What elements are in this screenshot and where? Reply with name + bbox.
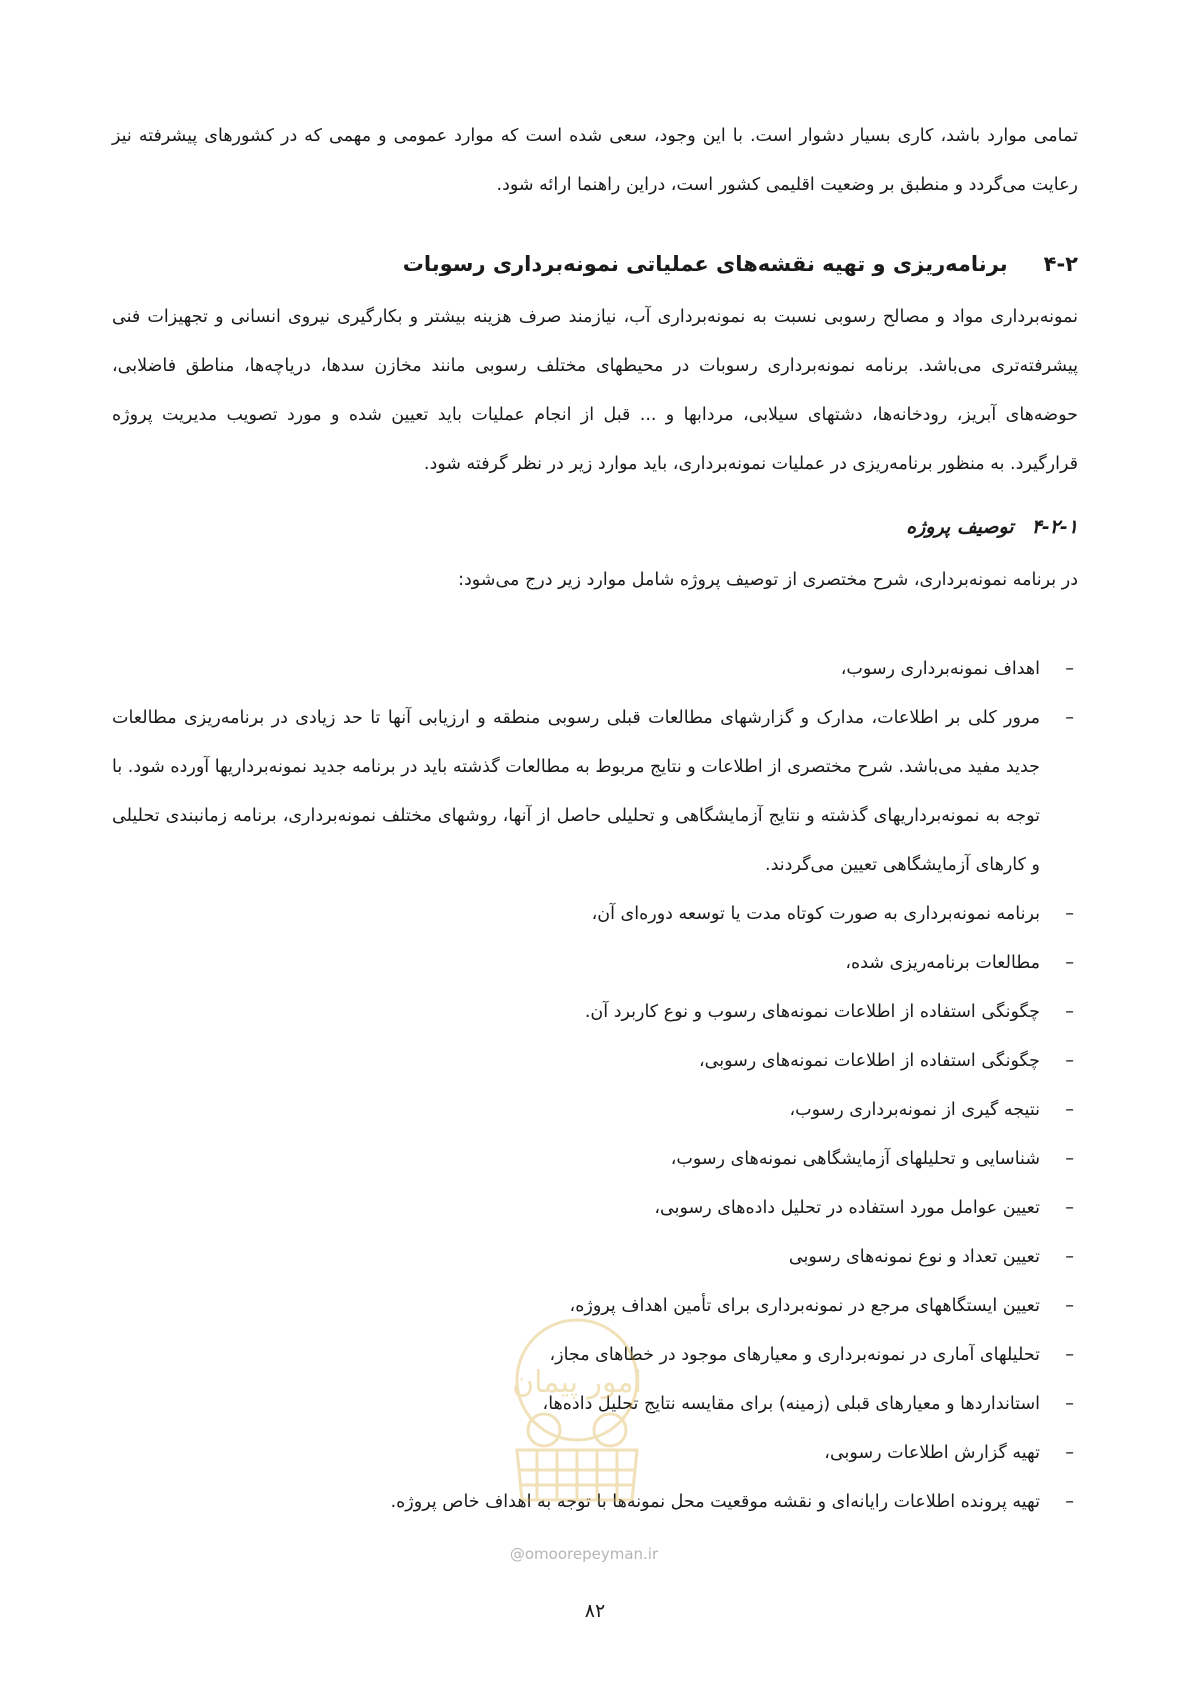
dash-marker: – bbox=[1065, 1149, 1074, 1169]
section-title: برنامه‌ریزی و تهیه نقشه‌های عملیاتی نمونه‌برداری رسوبات bbox=[402, 252, 1008, 276]
list-item-text: شناسایی و تحلیلهای آزمایشگاهی نمونه‌های رسوب، bbox=[670, 1149, 1040, 1169]
list-item bbox=[112, 890, 1078, 939]
list-item bbox=[112, 1037, 1078, 1086]
dash-marker: – bbox=[1065, 1492, 1074, 1512]
list-item-text: مرور کلی بر اطلاعات، مدارک و گزارشهای مطالعات قبلی رسوبی منطقه و ارزیابی آنها تا حد زیادی در برنامه‌ریزی مطالعات جدید مفید می‌باشد. شرح مختصری از اطلاعات و نتایج مربوط به مطالعات گذشته باید در برنامه جدید نمونه‌برداریها آورده شود. با توجه به نمونه‌برداریهای گذشته و نتایج آزمایشگاهی و تحلیلی حاصل از آنها، روشهای مختلف نمونه‌برداری، برنامه زمانبندی تحلیلی و کارهای آزمایشگاهی تعیین می‌گردند. bbox=[112, 708, 1040, 875]
list-item-text: تحلیلهای آماری در نمونه‌برداری و معیارهای موجود در خطاهای مجاز، bbox=[549, 1345, 1040, 1365]
list-item bbox=[112, 1086, 1078, 1135]
dash-marker: – bbox=[1065, 708, 1074, 728]
list-item bbox=[112, 694, 1078, 890]
list-item bbox=[112, 645, 1078, 694]
dash-marker: – bbox=[1065, 1394, 1074, 1414]
list-item-text: نتیجه گیری از نمونه‌برداری رسوب، bbox=[789, 1100, 1040, 1120]
dash-marker: – bbox=[1065, 1345, 1074, 1365]
watermark-logo bbox=[482, 1300, 672, 1520]
dash-marker: – bbox=[1065, 1443, 1074, 1463]
dash-marker: – bbox=[1065, 1296, 1074, 1316]
watermark-url: @omoorepeyman.ir bbox=[509, 1545, 659, 1563]
subsection-heading bbox=[906, 516, 1078, 538]
watermark-logo-text: امور پیمان bbox=[512, 1365, 642, 1400]
dash-marker: – bbox=[1065, 659, 1074, 679]
list-item-text: استانداردها و معیارهای قبلی (زمینه) برای مقایسه نتایج تحلیل داده‌ها، bbox=[542, 1394, 1040, 1414]
dash-marker: – bbox=[1065, 1247, 1074, 1267]
dash-marker: – bbox=[1065, 1002, 1074, 1022]
list-item-text: تهیه گزارش اطلاعات رسوبی، bbox=[824, 1443, 1040, 1463]
dash-marker: – bbox=[1065, 1198, 1074, 1218]
dash-marker: – bbox=[1065, 953, 1074, 973]
dash-marker: – bbox=[1065, 904, 1074, 924]
subsection-number: ۴-۲-۱ bbox=[1031, 516, 1078, 538]
list-item-text: تعیین ایستگاههای مرجع در نمونه‌برداری برای تأمین اهداف پروژه، bbox=[569, 1296, 1040, 1316]
subsection-title: توصیف پروژه bbox=[906, 516, 1014, 538]
list-item bbox=[112, 988, 1078, 1037]
list-item-text: چگونگی استفاده از اطلاعات نمونه‌های رسوبی، bbox=[698, 1051, 1040, 1071]
list-item bbox=[112, 1184, 1078, 1233]
list-item bbox=[112, 1233, 1078, 1282]
section-number: ۴-۲ bbox=[1043, 252, 1078, 276]
list-item-text: اهداف نمونه‌برداری رسوب، bbox=[840, 659, 1040, 679]
page-number: ۸۲ bbox=[584, 1600, 606, 1622]
list-item bbox=[112, 939, 1078, 988]
section-heading bbox=[403, 252, 1078, 276]
list-item-text: برنامه نمونه‌برداری به صورت کوتاه مدت یا توسعه دوره‌ای آن، bbox=[591, 904, 1040, 924]
subsection-intro: در برنامه نمونه‌برداری، شرح مختصری از توصیف پروژه شامل موارد زیر درج می‌شود: bbox=[458, 570, 1078, 590]
dash-marker: – bbox=[1065, 1051, 1074, 1071]
list-item-text: چگونگی استفاده از اطلاعات نمونه‌های رسوب و نوع کاربرد آن. bbox=[584, 1002, 1040, 1022]
list-item-text: تهیه پرونده اطلاعات رایانه‌ای و نقشه موقعیت محل نمونه‌ها با توجه به اهداف خاص پروژه. bbox=[390, 1492, 1040, 1512]
list-item bbox=[112, 1135, 1078, 1184]
list-item-text: تعیین تعداد و نوع نمونه‌های رسوبی bbox=[788, 1247, 1040, 1267]
section-paragraph: نمونه‌برداری مواد و مصالح رسوبی نسبت به نمونه‌برداری آب، نیازمند صرف هزینه بیشتر و بکارگیری نیروی انسانی و تجهیزات فنی پیشرفته‌تری می‌باشد. برنامه نمونه‌برداری رسوبات در محیطهای مختلف رسوبی مانند مخازن سدها، دریاچه‌ها، مناطق فاضلابی، حوضه‌های آبریز، رودخانه‌ها، دشتهای سیلابی، مردابها و ... قبل از انجام عملیات باید تعیین شده و مورد تصویب مدیریت پروژه قرارگیرد. به منظور برنامه‌ریزی در عملیات نمونه‌برداری، باید موارد زیر در نظر گرفته شود. bbox=[112, 307, 1078, 474]
dash-marker: – bbox=[1065, 1100, 1074, 1120]
list-item-text: تعیین عوامل مورد استفاده در تحلیل داده‌های رسوبی، bbox=[654, 1198, 1040, 1218]
intro-paragraph: تمامی موارد باشد، کاری بسیار دشوار است. با این وجود، سعی شده است که موارد عمومی و مهمی که در کشورهای پیشرفته نیز رعایت می‌گردد و منطبق بر وضعیت اقلیمی کشور است، دراین راهنما ارائه شود. bbox=[112, 126, 1078, 195]
list-item-text: مطالعات برنامه‌ریزی شده، bbox=[845, 953, 1040, 973]
